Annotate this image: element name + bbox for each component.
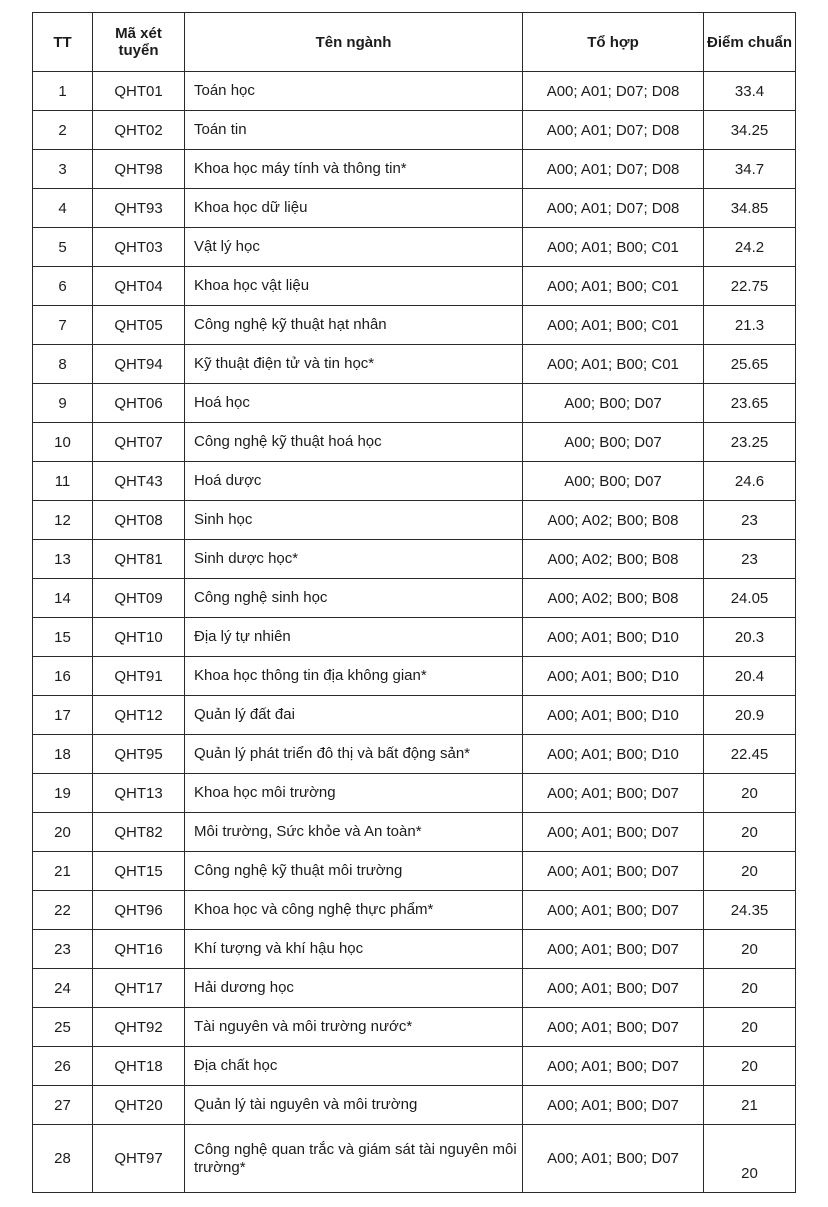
cell-combo: A00; A01; B00; D07 — [523, 1008, 704, 1047]
cell-tt: 11 — [33, 462, 93, 501]
cell-score: 24.05 — [704, 579, 796, 618]
cell-name: Quản lý tài nguyên và môi trường — [185, 1086, 523, 1125]
cell-combo: A00; A01; B00; C01 — [523, 267, 704, 306]
cell-name: Khoa học và công nghệ thực phẩm* — [185, 891, 523, 930]
cell-score: 21 — [704, 1086, 796, 1125]
cell-combo: A00; A01; B00; D10 — [523, 618, 704, 657]
table-row — [33, 1008, 796, 1047]
cell-code: QHT20 — [93, 1086, 185, 1125]
table-row — [33, 150, 796, 189]
cell-tt: 14 — [33, 579, 93, 618]
cell-code: QHT95 — [93, 735, 185, 774]
cell-code: QHT82 — [93, 813, 185, 852]
cell-score: 33.4 — [704, 72, 796, 111]
cell-tt: 21 — [33, 852, 93, 891]
cell-score: 23.65 — [704, 384, 796, 423]
cell-tt: 13 — [33, 540, 93, 579]
cell-combo: A00; A01; D07; D08 — [523, 72, 704, 111]
table-row — [33, 384, 796, 423]
table-row — [33, 735, 796, 774]
cell-tt: 1 — [33, 72, 93, 111]
cell-combo: A00; A01; B00; D07 — [523, 891, 704, 930]
cell-combo: A00; B00; D07 — [523, 384, 704, 423]
cell-name: Kỹ thuật điện tử và tin học* — [185, 345, 523, 384]
table-row — [33, 228, 796, 267]
cell-code: QHT94 — [93, 345, 185, 384]
cell-combo: A00; A01; B00; D07 — [523, 774, 704, 813]
cell-combo: A00; A01; B00; D07 — [523, 813, 704, 852]
cell-code: QHT03 — [93, 228, 185, 267]
cell-tt: 19 — [33, 774, 93, 813]
header-combo: Tổ hợp — [523, 13, 704, 72]
table-row — [33, 345, 796, 384]
cell-tt: 5 — [33, 228, 93, 267]
cell-name: Công nghệ sinh học — [185, 579, 523, 618]
cell-score: 23 — [704, 540, 796, 579]
table-row — [33, 618, 796, 657]
cell-code: QHT91 — [93, 657, 185, 696]
cell-score: 34.85 — [704, 189, 796, 228]
table-row — [33, 1086, 796, 1125]
cell-name: Khoa học máy tính và thông tin* — [185, 150, 523, 189]
cell-name: Toán học — [185, 72, 523, 111]
cell-tt: 12 — [33, 501, 93, 540]
cell-combo: A00; A01; B00; C01 — [523, 345, 704, 384]
cell-combo: A00; A01; B00; D07 — [523, 930, 704, 969]
cell-combo: A00; A01; B00; D07 — [523, 1125, 704, 1193]
cell-name: Khoa học thông tin địa không gian* — [185, 657, 523, 696]
table-row — [33, 423, 796, 462]
cell-score: 20.9 — [704, 696, 796, 735]
table-row — [33, 969, 796, 1008]
cell-score: 22.45 — [704, 735, 796, 774]
table-row — [33, 306, 796, 345]
cell-combo: A00; B00; D07 — [523, 462, 704, 501]
cell-tt: 22 — [33, 891, 93, 930]
cell-score: 34.7 — [704, 150, 796, 189]
table-row — [33, 1125, 796, 1193]
header-tt: TT — [33, 13, 93, 72]
cell-name: Sinh dược học* — [185, 540, 523, 579]
cell-code: QHT06 — [93, 384, 185, 423]
cell-combo: A00; A02; B00; B08 — [523, 501, 704, 540]
cell-score: 20 — [704, 774, 796, 813]
cell-name: Địa chất học — [185, 1047, 523, 1086]
table-header-row — [33, 13, 796, 72]
cell-code: QHT12 — [93, 696, 185, 735]
cell-combo: A00; A01; D07; D08 — [523, 189, 704, 228]
cell-score: 20 — [704, 813, 796, 852]
cell-score: 20 — [704, 930, 796, 969]
header-code: Mã xét tuyển — [93, 13, 185, 72]
cell-code: QHT97 — [93, 1125, 185, 1193]
cell-score: 20 — [704, 1008, 796, 1047]
cell-code: QHT17 — [93, 969, 185, 1008]
cell-combo: A00; A01; B00; C01 — [523, 306, 704, 345]
cell-code: QHT81 — [93, 540, 185, 579]
cell-score: 21.3 — [704, 306, 796, 345]
table-row — [33, 501, 796, 540]
table-body — [33, 72, 796, 1193]
cell-name: Môi trường, Sức khỏe và An toàn* — [185, 813, 523, 852]
cell-name: Tài nguyên và môi trường nước* — [185, 1008, 523, 1047]
cell-tt: 20 — [33, 813, 93, 852]
cell-score: 23.25 — [704, 423, 796, 462]
cell-code: QHT10 — [93, 618, 185, 657]
cell-combo: A00; A01; B00; D07 — [523, 969, 704, 1008]
table-row — [33, 774, 796, 813]
cell-code: QHT02 — [93, 111, 185, 150]
table-row — [33, 579, 796, 618]
cell-combo: A00; A01; B00; D10 — [523, 735, 704, 774]
admission-score-table — [32, 12, 796, 1193]
cell-tt: 6 — [33, 267, 93, 306]
cell-name: Vật lý học — [185, 228, 523, 267]
cell-tt: 8 — [33, 345, 93, 384]
cell-combo: A00; A01; D07; D08 — [523, 111, 704, 150]
cell-tt: 23 — [33, 930, 93, 969]
cell-name: Địa lý tự nhiên — [185, 618, 523, 657]
cell-name: Công nghệ kỹ thuật hoá học — [185, 423, 523, 462]
table-row — [33, 72, 796, 111]
cell-tt: 18 — [33, 735, 93, 774]
cell-tt: 16 — [33, 657, 93, 696]
header-score: Điểm chuẩn — [704, 13, 796, 72]
cell-code: QHT13 — [93, 774, 185, 813]
cell-code: QHT04 — [93, 267, 185, 306]
cell-score: 20 — [704, 969, 796, 1008]
cell-combo: A00; B00; D07 — [523, 423, 704, 462]
cell-score: 20 — [704, 1125, 796, 1193]
cell-tt: 26 — [33, 1047, 93, 1086]
cell-score: 24.6 — [704, 462, 796, 501]
table-row — [33, 930, 796, 969]
cell-name: Công nghệ kỹ thuật hạt nhân — [185, 306, 523, 345]
table-row — [33, 813, 796, 852]
cell-code: QHT09 — [93, 579, 185, 618]
table-row — [33, 891, 796, 930]
cell-tt: 24 — [33, 969, 93, 1008]
cell-combo: A00; A02; B00; B08 — [523, 540, 704, 579]
cell-tt: 2 — [33, 111, 93, 150]
cell-name: Toán tin — [185, 111, 523, 150]
cell-code: QHT18 — [93, 1047, 185, 1086]
header-name: Tên ngành — [185, 13, 523, 72]
cell-code: QHT98 — [93, 150, 185, 189]
table-row — [33, 267, 796, 306]
table-row — [33, 540, 796, 579]
cell-combo: A00; A02; B00; B08 — [523, 579, 704, 618]
cell-combo: A00; A01; B00; D07 — [523, 1047, 704, 1086]
cell-score: 23 — [704, 501, 796, 540]
table-row — [33, 852, 796, 891]
cell-score: 20.3 — [704, 618, 796, 657]
cell-code: QHT01 — [93, 72, 185, 111]
cell-name: Công nghệ kỹ thuật môi trường — [185, 852, 523, 891]
cell-code: QHT96 — [93, 891, 185, 930]
cell-name: Khí tượng và khí hậu học — [185, 930, 523, 969]
cell-score: 24.35 — [704, 891, 796, 930]
cell-name: Hoá học — [185, 384, 523, 423]
cell-name: Hoá dược — [185, 462, 523, 501]
cell-code: QHT05 — [93, 306, 185, 345]
cell-name: Sinh học — [185, 501, 523, 540]
table-row — [33, 189, 796, 228]
table-row — [33, 657, 796, 696]
cell-combo: A00; A01; B00; D10 — [523, 696, 704, 735]
table-row — [33, 696, 796, 735]
cell-score: 25.65 — [704, 345, 796, 384]
cell-tt: 15 — [33, 618, 93, 657]
cell-tt: 4 — [33, 189, 93, 228]
cell-tt: 10 — [33, 423, 93, 462]
cell-name: Khoa học môi trường — [185, 774, 523, 813]
cell-combo: A00; A01; B00; D07 — [523, 852, 704, 891]
cell-code: QHT15 — [93, 852, 185, 891]
table-row — [33, 1047, 796, 1086]
cell-tt: 9 — [33, 384, 93, 423]
cell-combo: A00; A01; D07; D08 — [523, 150, 704, 189]
table-row — [33, 111, 796, 150]
cell-tt: 25 — [33, 1008, 93, 1047]
cell-code: QHT08 — [93, 501, 185, 540]
cell-name: Quản lý đất đai — [185, 696, 523, 735]
cell-combo: A00; A01; B00; D07 — [523, 1086, 704, 1125]
cell-name: Công nghệ quan trắc và giám sát tài nguyên môi trường* — [185, 1125, 523, 1193]
cell-score: 22.75 — [704, 267, 796, 306]
cell-score: 34.25 — [704, 111, 796, 150]
cell-code: QHT43 — [93, 462, 185, 501]
cell-score: 20.4 — [704, 657, 796, 696]
cell-tt: 17 — [33, 696, 93, 735]
cell-tt: 7 — [33, 306, 93, 345]
cell-combo: A00; A01; B00; C01 — [523, 228, 704, 267]
table-row — [33, 462, 796, 501]
cell-tt: 27 — [33, 1086, 93, 1125]
cell-name: Quản lý phát triển đô thị và bất động sản* — [185, 735, 523, 774]
cell-name: Khoa học dữ liệu — [185, 189, 523, 228]
cell-name: Hải dương học — [185, 969, 523, 1008]
cell-tt: 28 — [33, 1125, 93, 1193]
cell-score: 20 — [704, 852, 796, 891]
cell-code: QHT92 — [93, 1008, 185, 1047]
cell-score: 24.2 — [704, 228, 796, 267]
cell-tt: 3 — [33, 150, 93, 189]
cell-code: QHT93 — [93, 189, 185, 228]
cell-code: QHT07 — [93, 423, 185, 462]
cell-name: Khoa học vật liệu — [185, 267, 523, 306]
cell-combo: A00; A01; B00; D10 — [523, 657, 704, 696]
cell-code: QHT16 — [93, 930, 185, 969]
cell-score: 20 — [704, 1047, 796, 1086]
